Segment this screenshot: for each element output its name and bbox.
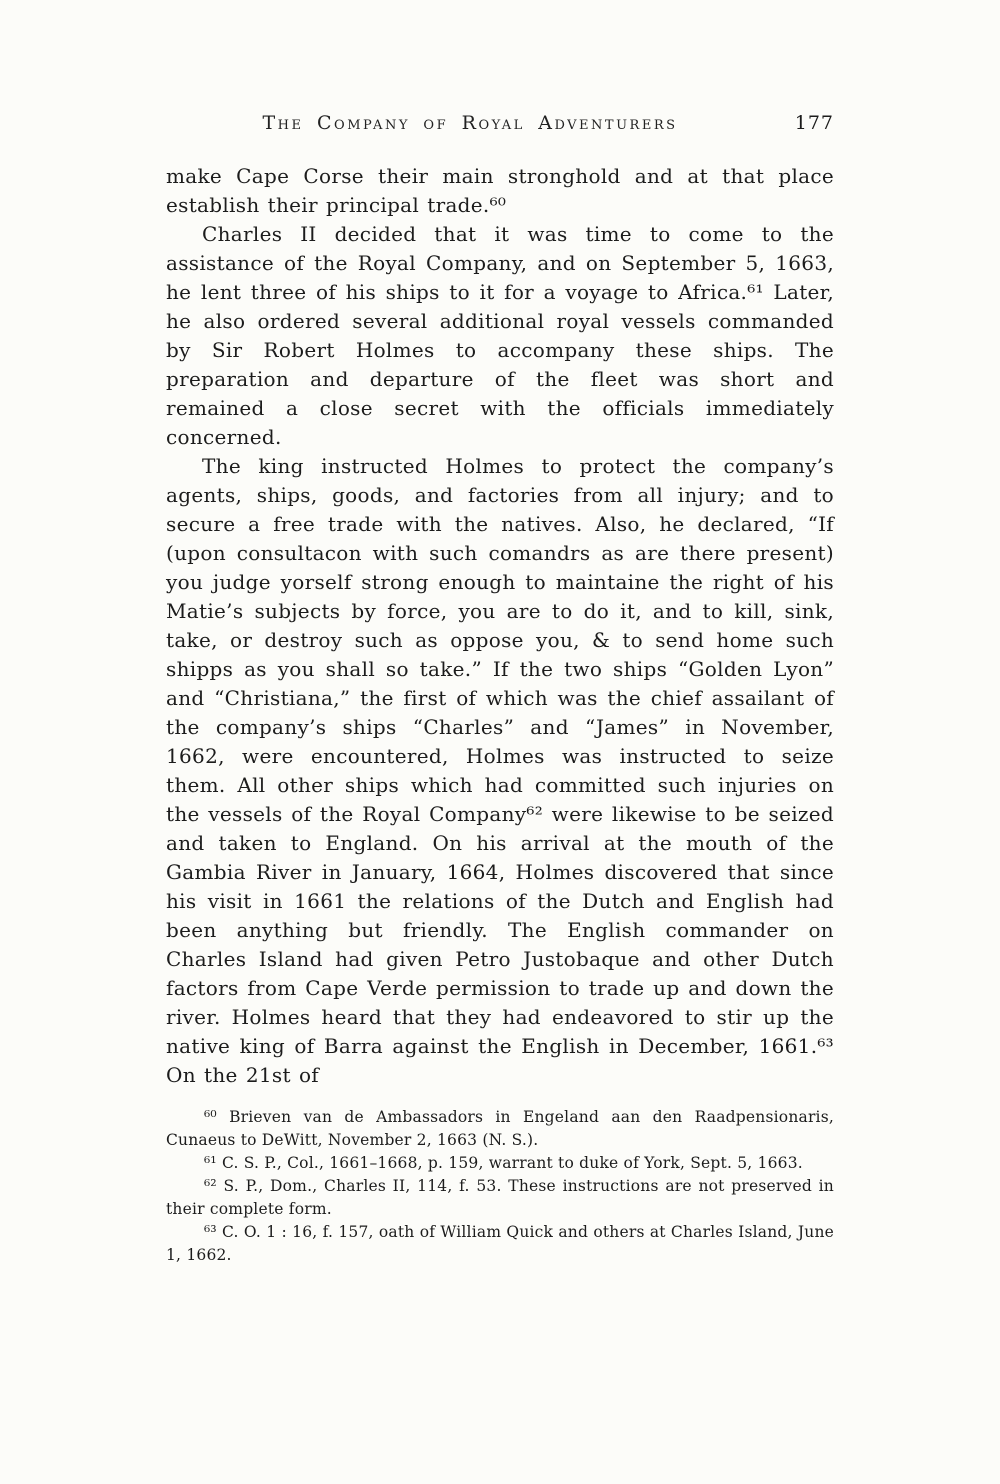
footnotes xyxy=(166,1106,834,1267)
paragraph: Charles II decided that it was time to come to the assistance of the Royal Company, and on September 5, 1663, he lent three of his ships to it for a voyage to Africa.⁶¹ Later, he also ordered several additional royal vessels commanded by Sir Robert Holmes to accompany these ships. The preparation and departure of the fleet was short and remained a close secret with the officials immediately concerned. xyxy=(166,222,834,449)
paragraph-continuation: make Cape Corse their main stronghold and at that place establish their principal trade.⁶⁰ xyxy=(166,164,834,217)
body-text xyxy=(166,162,834,1090)
footnote: ⁶⁰ Brieven van de Ambassadors in Engeland aan den Raadpensionaris, Cunaeus to DeWitt, November 2, 1663 (N. S.). xyxy=(166,1108,834,1149)
paragraph: The king instructed Holmes to protect the company’s agents, ships, goods, and factories from all injury; and to secure a free trade with the natives. Also, he declared, “If (upon consultacon with such comandrs as are there present) you judge yorself strong enough to maintaine the right of his Matie’s subjects by force, you are to do it, and to kill, sink, take, or destroy such as oppose you, & to send home such shipps as you shall so take.” If the two ships “Golden Lyon” and “Christiana,” the first of which was the chief assailant of the company’s ships “Charles” and “James” in November, 1662, were encountered, Holmes was instructed to seize them. All other ships which had committed such injuries on the vessels of the Royal Company⁶² were likewise to be seized and taken to England. On his arrival at the mouth of the Gambia River in January, 1664, Holmes discovered that since his visit in 1661 the relations of the Dutch and English had been anything but friendly. The English commander on Charles Island had given Petro Justobaque and other Dutch factors from Cape Verde permission to trade up and down the river. Holmes heard that they had endeavored to stir up the native king of Barra against the English in December, 1661.⁶³ On the 21st of xyxy=(166,454,834,1087)
page-number: 177 xyxy=(794,112,834,134)
footnote: ⁶² S. P., Dom., Charles II, 114, f. 53. These instructions are not preserved in their complete form. xyxy=(166,1177,834,1218)
page-content xyxy=(166,0,834,1267)
running-head xyxy=(166,112,834,138)
footnote: ⁶¹ C. S. P., Col., 1661–1668, p. 159, warrant to duke of York, Sept. 5, 1663. xyxy=(204,1154,803,1172)
running-head-title: The Company of Royal Adventurers xyxy=(262,112,678,134)
footnote: ⁶³ C. O. 1 : 16, f. 157, oath of William Quick and others at Charles Island, June 1, 1662. xyxy=(166,1223,834,1264)
